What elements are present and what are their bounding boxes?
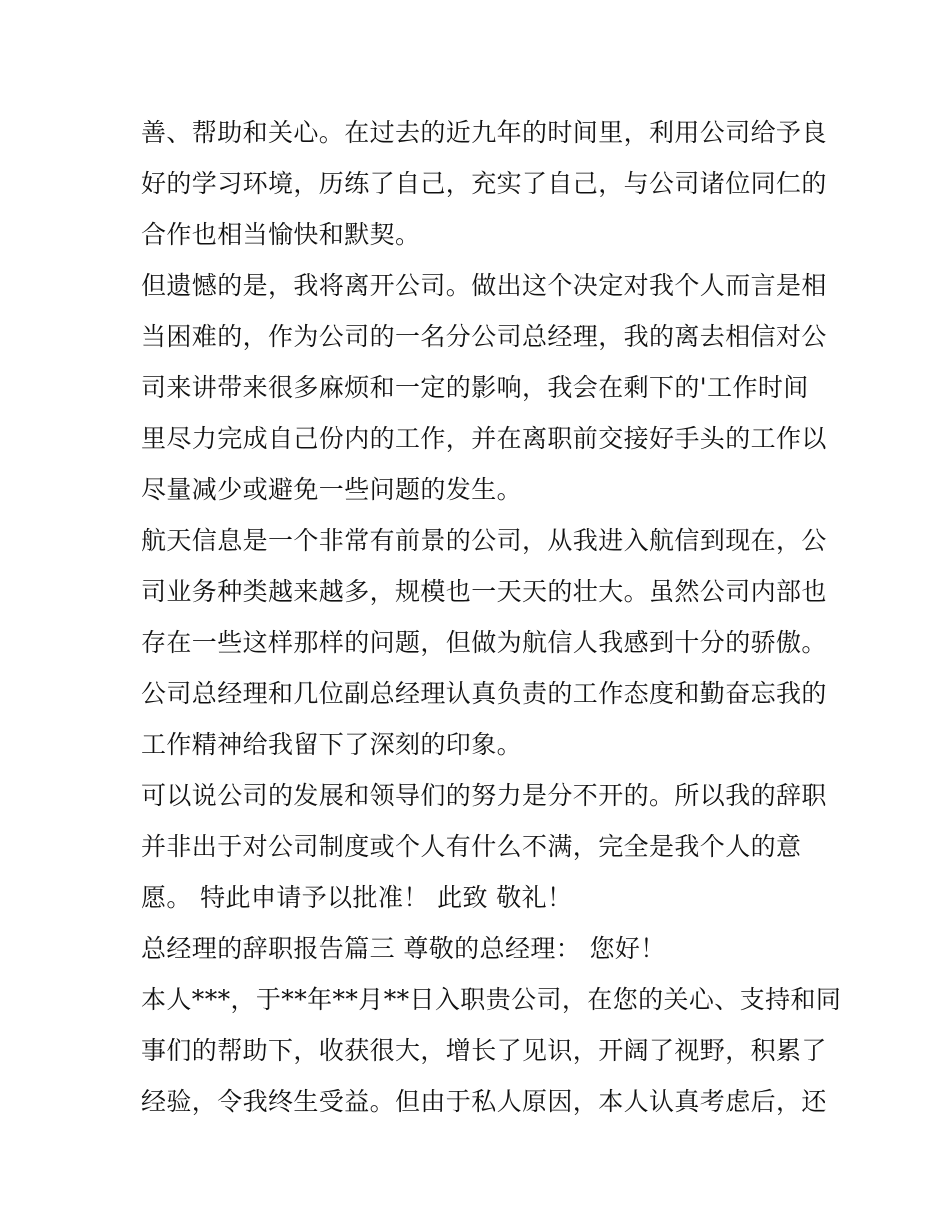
text-line: 善、帮助和关心。在过去的近九年的时间里，利用公司给予良 (141, 118, 827, 147)
text-line: 好的学习环境，历练了自己，充实了自己，与公司诸位同仁的 (141, 169, 827, 198)
text-line: 公司总经理和几位副总经理认真负责的工作态度和勤奋忘我的 (141, 679, 827, 708)
text-line: 可以说公司的发展和领导们的努力是分不开的。所以我的辞职 (141, 781, 827, 810)
text-line: 经验，令我终生受益。但由于私人原因，本人认真考虑后，还 (141, 1087, 827, 1116)
text-line: 工作精神给我留下了深刻的印象。 (141, 730, 523, 759)
text-line: 尽量减少或避免一些问题的发生。 (141, 475, 523, 504)
text-line: 当困难的，作为公司的一名分公司总经理，我的离去相信对公 (141, 322, 827, 351)
document-body (141, 107, 842, 1127)
text-line: 司业务种类越来越多，规模也一天天的壮大。虽然公司内部也 (141, 577, 827, 606)
text-line: 愿。 特此申请予以批准！ 此致 敬礼！ (141, 883, 573, 912)
text-line: 本人***，于**年**月**日入职贵公司，在您的关心、支持和同 (141, 985, 842, 1014)
text-line: 总经理的辞职报告篇三 尊敬的总经理： 您好！ (141, 934, 666, 963)
text-line: 里尽力完成自己份内的工作，并在离职前交接好手头的工作以 (141, 424, 827, 453)
text-line: 并非出于对公司制度或个人有什么不满，完全是我个人的意 (141, 832, 802, 861)
text-line: 合作也相当愉快和默契。 (141, 220, 421, 249)
text-line: 司来讲带来很多麻烦和一定的影响，我会在剩下的'工作时间 (141, 373, 809, 402)
text-line: 事们的帮助下，收获很大，增长了见识，开阔了视野，积累了 (141, 1036, 827, 1065)
text-line: 但遗憾的是，我将离开公司。做出这个决定对我个人而言是相 (141, 271, 827, 300)
text-line: 航天信息是一个非常有前景的公司，从我进入航信到现在，公 (141, 526, 827, 555)
text-line: 存在一些这样那样的问题，但做为航信人我感到十分的骄傲。 (141, 628, 827, 657)
